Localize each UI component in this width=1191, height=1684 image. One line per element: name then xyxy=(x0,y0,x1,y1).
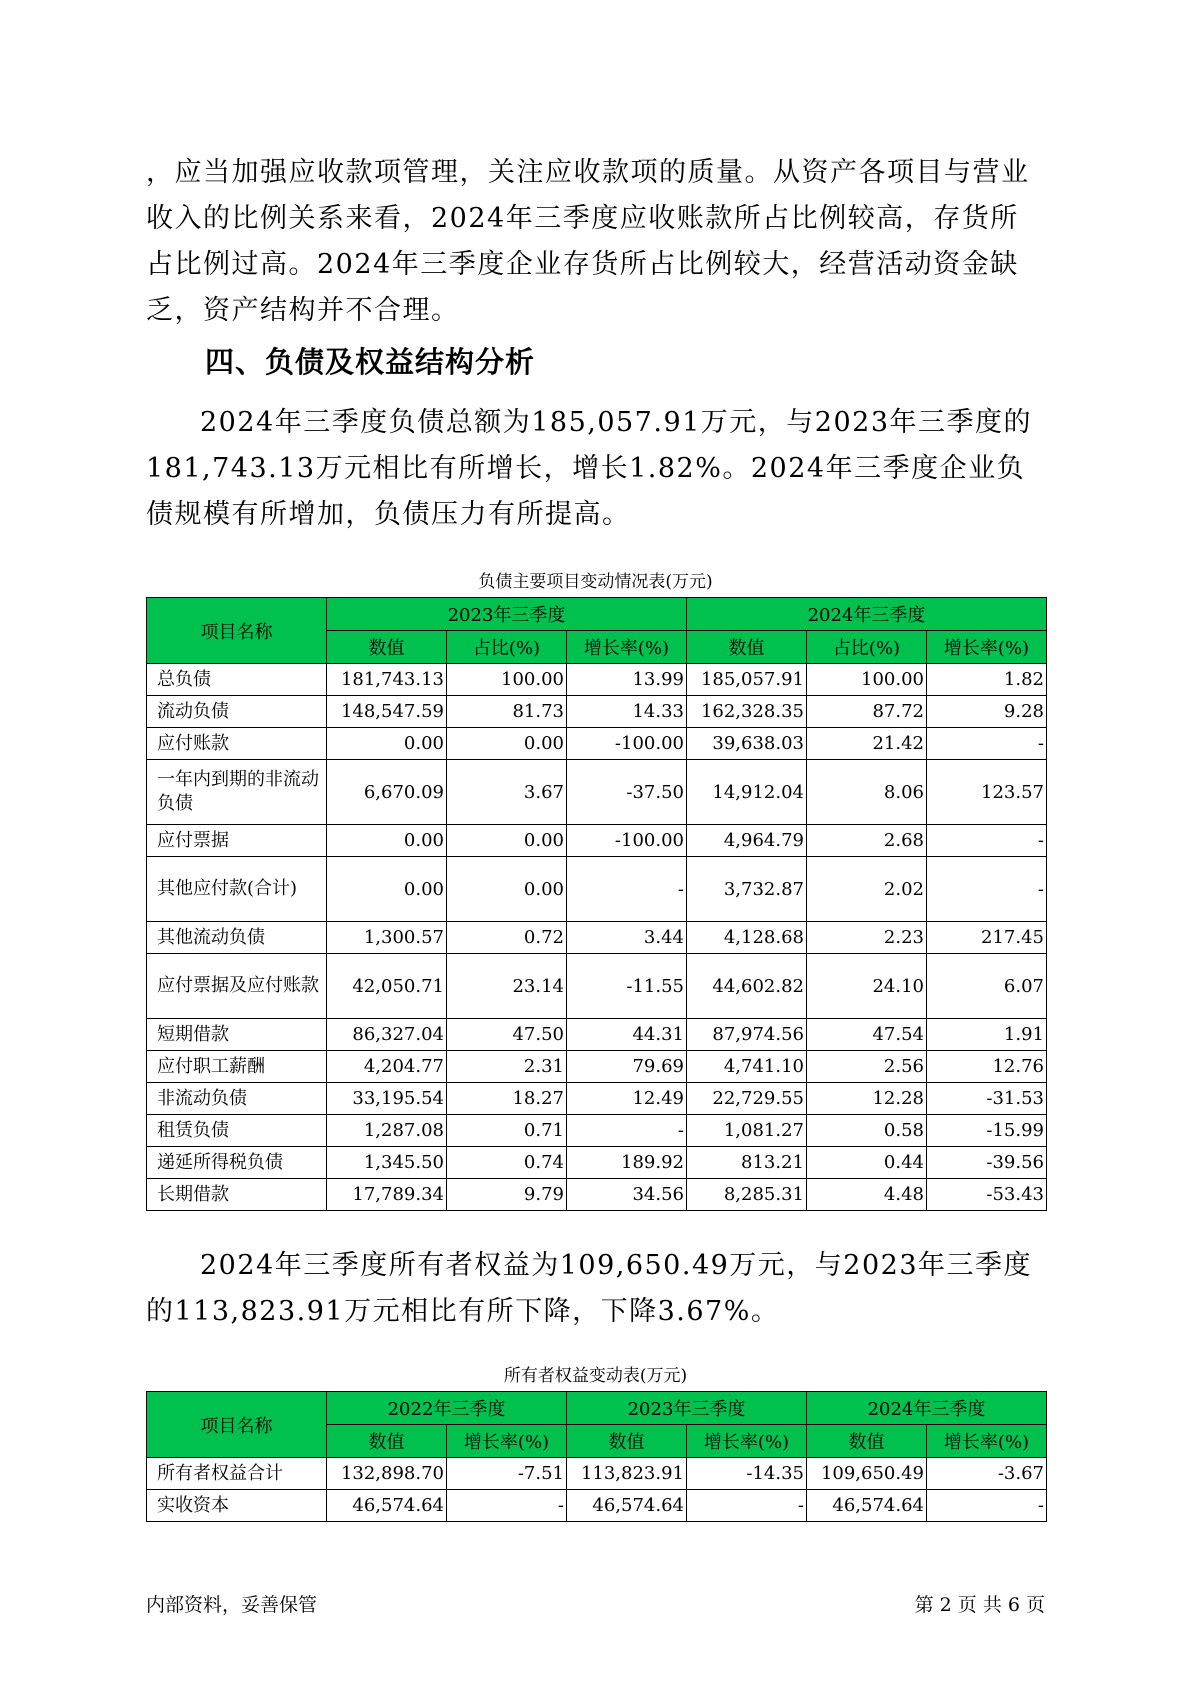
table-cell: 0.71 xyxy=(447,1115,567,1147)
row-label: 应付票据 xyxy=(147,825,327,857)
table-cell: 4,128.68 xyxy=(687,922,807,954)
table-cell: 24.10 xyxy=(807,954,927,1019)
table-cell: 44.31 xyxy=(567,1019,687,1051)
row-label: 其他流动负债 xyxy=(147,922,327,954)
paragraph-equity-summary: 2024年三季度所有者权益为109,650.49万元，与2023年三季度的113,823.91万元相比有所下降，下降3.67%。 xyxy=(146,1250,1033,1327)
equity-table-caption: 所有者权益变动表(万元) xyxy=(503,1366,688,1386)
table-row xyxy=(147,1083,1047,1115)
table-cell: 87,974.56 xyxy=(687,1019,807,1051)
row-label: 实收资本 xyxy=(147,1490,327,1522)
table-cell: 0.00 xyxy=(327,857,447,922)
table-cell: 100.00 xyxy=(447,664,567,696)
table-cell: 0.44 xyxy=(807,1147,927,1179)
row-label: 租赁负债 xyxy=(147,1115,327,1147)
table-cell: 23.14 xyxy=(447,954,567,1019)
table-cell: 3,732.87 xyxy=(687,857,807,922)
table-cell: -7.51 xyxy=(447,1458,567,1490)
table-cell: 2.02 xyxy=(807,857,927,922)
table-cell: 2.56 xyxy=(807,1051,927,1083)
table-cell: 46,574.64 xyxy=(327,1490,447,1522)
table-row xyxy=(147,664,1047,696)
table-cell: 4,964.79 xyxy=(687,825,807,857)
table-row xyxy=(147,954,1047,1019)
row-label: 一年内到期的非流动负债 xyxy=(147,760,327,825)
table-cell: 17,789.34 xyxy=(327,1179,447,1211)
table-row xyxy=(147,1115,1047,1147)
paragraph-liability-summary: 2024年三季度负债总额为185,057.91万元，与2023年三季度的181,743.13万元相比有所增长，增长1.82%。2024年三季度企业负债规模有所增加，负债压力有所提高。 xyxy=(146,407,1033,530)
table-cell: 12.28 xyxy=(807,1083,927,1115)
column-header: 增长率(%) xyxy=(927,1425,1047,1458)
table-cell: 46,574.64 xyxy=(567,1490,687,1522)
column-header: 增长率(%) xyxy=(927,631,1047,664)
table-cell: 18.27 xyxy=(447,1083,567,1115)
table-cell: -100.00 xyxy=(567,825,687,857)
table-cell: 0.00 xyxy=(447,857,567,922)
column-header: 数值 xyxy=(327,631,447,664)
table-cell: 4,741.10 xyxy=(687,1051,807,1083)
table-cell: 4.48 xyxy=(807,1179,927,1211)
table-row xyxy=(147,760,1047,825)
table-cell: 34.56 xyxy=(567,1179,687,1211)
table-cell: 1,081.27 xyxy=(687,1115,807,1147)
table-cell: 132,898.70 xyxy=(327,1458,447,1490)
table-cell: 47.54 xyxy=(807,1019,927,1051)
row-label: 流动负债 xyxy=(147,696,327,728)
table-cell: 12.76 xyxy=(927,1051,1047,1083)
table-cell: 8.06 xyxy=(807,760,927,825)
table-cell: 148,547.59 xyxy=(327,696,447,728)
table-cell: 13.99 xyxy=(567,664,687,696)
table-row xyxy=(147,825,1047,857)
table-cell: 0.72 xyxy=(447,922,567,954)
table-cell: 0.00 xyxy=(327,825,447,857)
row-label: 递延所得税负债 xyxy=(147,1147,327,1179)
table-cell: 4,204.77 xyxy=(327,1051,447,1083)
table-cell: 1,300.57 xyxy=(327,922,447,954)
column-header: 数值 xyxy=(567,1425,687,1458)
table-cell: 22,729.55 xyxy=(687,1083,807,1115)
table-cell: 109,650.49 xyxy=(807,1458,927,1490)
table-cell: 185,057.91 xyxy=(687,664,807,696)
row-label: 短期借款 xyxy=(147,1019,327,1051)
table-cell: -31.53 xyxy=(927,1083,1047,1115)
table-cell: 46,574.64 xyxy=(807,1490,927,1522)
table-cell: 123.57 xyxy=(927,760,1047,825)
table-cell: 3.67 xyxy=(447,760,567,825)
column-header: 数值 xyxy=(327,1425,447,1458)
period-header: 2023年三季度 xyxy=(567,1392,807,1425)
table-cell: - xyxy=(687,1490,807,1522)
footer-confidential-note: 内部资料，妥善保管 xyxy=(146,1594,318,1616)
row-label: 其他应付款(合计) xyxy=(147,857,327,922)
table-cell: - xyxy=(927,825,1047,857)
table-cell: 0.74 xyxy=(447,1147,567,1179)
table-row xyxy=(147,922,1047,954)
table-cell: 33,195.54 xyxy=(327,1083,447,1115)
table-cell: 42,050.71 xyxy=(327,954,447,1019)
row-label: 所有者权益合计 xyxy=(147,1458,327,1490)
table-cell: 2.23 xyxy=(807,922,927,954)
table-cell: -14.35 xyxy=(687,1458,807,1490)
footer-page-number: 第 2 页 共 6 页 xyxy=(914,1594,1045,1616)
table-cell: 86,327.04 xyxy=(327,1019,447,1051)
table-cell: 1.91 xyxy=(927,1019,1047,1051)
row-label: 长期借款 xyxy=(147,1179,327,1211)
table-row xyxy=(147,1147,1047,1179)
table-cell: 0.00 xyxy=(327,728,447,760)
table-cell: 9.79 xyxy=(447,1179,567,1211)
table-cell: 3.44 xyxy=(567,922,687,954)
row-label: 应付票据及应付账款 xyxy=(147,954,327,1019)
table-cell: -11.55 xyxy=(567,954,687,1019)
table-cell: 217.45 xyxy=(927,922,1047,954)
table-cell: - xyxy=(927,728,1047,760)
item-name-header: 项目名称 xyxy=(147,598,327,664)
table-cell: -53.43 xyxy=(927,1179,1047,1211)
column-header: 增长率(%) xyxy=(447,1425,567,1458)
table-cell: 21.42 xyxy=(807,728,927,760)
table-cell: -39.56 xyxy=(927,1147,1047,1179)
table-cell: 189.92 xyxy=(567,1147,687,1179)
table-cell: 6.07 xyxy=(927,954,1047,1019)
table-cell: - xyxy=(447,1490,567,1522)
table-cell: 100.00 xyxy=(807,664,927,696)
column-header: 数值 xyxy=(687,631,807,664)
table-cell: - xyxy=(927,1490,1047,1522)
table-row xyxy=(147,1019,1047,1051)
table-cell: - xyxy=(927,857,1047,922)
table-cell: 2.31 xyxy=(447,1051,567,1083)
table-row xyxy=(147,1179,1047,1211)
table-cell: -3.67 xyxy=(927,1458,1047,1490)
table-row xyxy=(147,1458,1047,1490)
table-cell: -15.99 xyxy=(927,1115,1047,1147)
table-cell: 1,345.50 xyxy=(327,1147,447,1179)
period-header: 2023年三季度 xyxy=(327,598,687,631)
table-cell: 2.68 xyxy=(807,825,927,857)
column-header: 增长率(%) xyxy=(567,631,687,664)
row-label: 非流动负债 xyxy=(147,1083,327,1115)
equity-table xyxy=(146,1391,1047,1522)
column-header: 数值 xyxy=(807,1425,927,1458)
row-label: 应付账款 xyxy=(147,728,327,760)
table-row xyxy=(147,1051,1047,1083)
table-cell: 44,602.82 xyxy=(687,954,807,1019)
table-cell: 113,823.91 xyxy=(567,1458,687,1490)
table-cell: - xyxy=(567,857,687,922)
section-heading: 四、负债及权益结构分析 xyxy=(205,345,536,379)
table-cell: 87.72 xyxy=(807,696,927,728)
table-cell: 162,328.35 xyxy=(687,696,807,728)
table-cell: -37.50 xyxy=(567,760,687,825)
table-cell: 79.69 xyxy=(567,1051,687,1083)
period-header: 2022年三季度 xyxy=(327,1392,567,1425)
table-row xyxy=(147,696,1047,728)
column-header: 增长率(%) xyxy=(687,1425,807,1458)
table-cell: 181,743.13 xyxy=(327,664,447,696)
table-cell: 81.73 xyxy=(447,696,567,728)
table-cell: 813.21 xyxy=(687,1147,807,1179)
row-label: 应付职工薪酬 xyxy=(147,1051,327,1083)
table-cell: 39,638.03 xyxy=(687,728,807,760)
table-cell: 9.28 xyxy=(927,696,1047,728)
column-header: 占比(%) xyxy=(807,631,927,664)
table-row xyxy=(147,728,1047,760)
item-name-header: 项目名称 xyxy=(147,1392,327,1458)
table-cell: 6,670.09 xyxy=(327,760,447,825)
period-header: 2024年三季度 xyxy=(807,1392,1047,1425)
table-row xyxy=(147,1490,1047,1522)
paragraph-asset-conclusion: ，应当加强应收款项管理，关注应收款项的质量。从资产各项目与营业收入的比例关系来看，2024年三季度应收账款所占比例较高，存货所占比例过高。2024年三季度企业存货所占比例较大，经营活动资金缺乏，资产结构并不合理。 xyxy=(146,157,1030,326)
table-cell: 1.82 xyxy=(927,664,1047,696)
column-header: 占比(%) xyxy=(447,631,567,664)
table-cell: 14,912.04 xyxy=(687,760,807,825)
table-cell: 0.58 xyxy=(807,1115,927,1147)
liability-table-caption: 负债主要项目变动情况表(万元) xyxy=(478,572,713,592)
table-cell: 8,285.31 xyxy=(687,1179,807,1211)
table-cell: -100.00 xyxy=(567,728,687,760)
table-cell: 0.00 xyxy=(447,825,567,857)
table-cell: 12.49 xyxy=(567,1083,687,1115)
table-cell: 1,287.08 xyxy=(327,1115,447,1147)
table-cell: 14.33 xyxy=(567,696,687,728)
row-label: 总负债 xyxy=(147,664,327,696)
liability-table xyxy=(146,597,1047,1211)
table-cell: 0.00 xyxy=(447,728,567,760)
table-cell: - xyxy=(567,1115,687,1147)
table-cell: 47.50 xyxy=(447,1019,567,1051)
period-header: 2024年三季度 xyxy=(687,598,1047,631)
table-row xyxy=(147,857,1047,922)
